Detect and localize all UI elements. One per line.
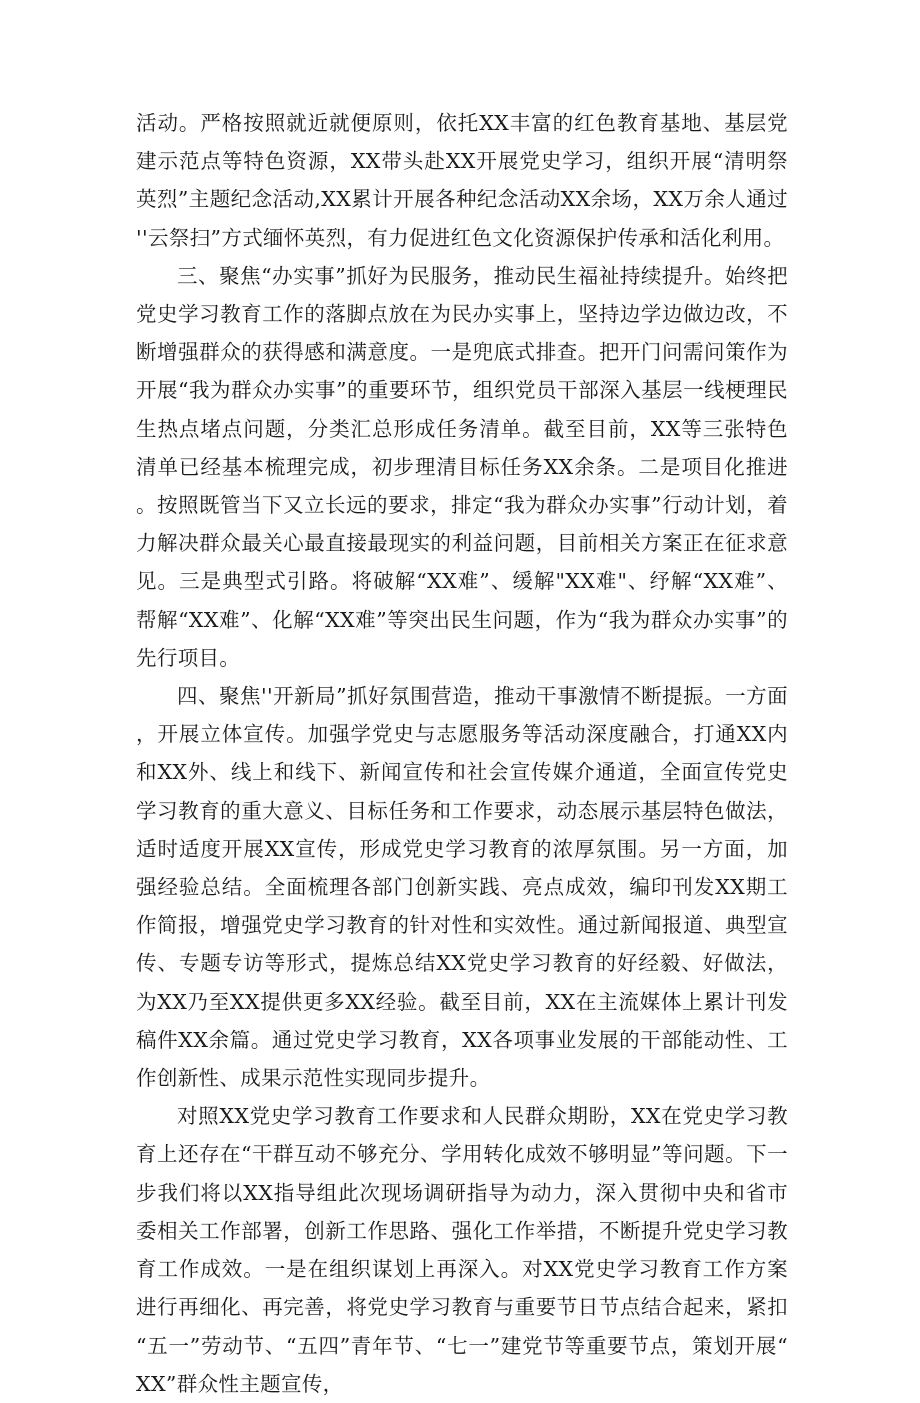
paragraph-red-education: 活动。严格按照就近就便原则，依托XX丰富的红色教育基地、基层党建示范点等特色资源，XX带头赴XX开展党史学习，组织开展“清明祭英烈”主题纪念活动,XX累计开展各种纪念活动XX余场，XX万余人通过''云祭扫”方式缅怀英烈，有力促进红色文化资源保护传承和活化利用。 xyxy=(136,111,788,250)
paragraph-section-four: 四、聚焦''开新局”抓好氛围营造，推动干事激情不断提振。一方面，开展立体宣传。加强学党史与志愿服务等活动深度融合，打通XX内和XX外、线上和线下、新闻宣传和社会宣传媒介通道，全面宣传党史学习教育的重大意义、目标任务和工作要求，动态展示基层特色做法，适时适度开展XX宣传，形成党史学习教育的浓厚氛围。另一方面，加强经验总结。全面梳理各部门创新实践、亮点成效，编印刊发XX期工作简报，增强党史学习教育的针对性和实效性。通过新闻报道、典型宣传、专题专访等形式，提炼总结XX党史学习教育的好经毅、好做法，为XX乃至XX提供更多XX经验。截至目前，XX在主流媒体上累计刊发稿件XX余篇。通过党史学习教育，XX各项事业发展的干部能动性、工作创新性、成果示范性实现同步提升。 xyxy=(136,684,788,1091)
paragraph-section-three: 三、聚焦“办实事”抓好为民服务，推动民生福祉持续提升。始终把党史学习教育工作的落脚点放在为民办实事上，坚持边学边做边改，不断增强群众的获得感和满意度。一是兜底式排查。把开门问需问策作为开展“我为群众办实事”的重要环节，组织党员干部深入基层一线梗理民生热点堵点问题，分类汇总形成任务清单。截至目前，XX等三张特色清单已经基本梳理完成，初步理清目标任务XX余条。二是项目化推进。按照既管当下又立长远的要求，排定“我为群众办实事”行动计划，着力解决群众最关心最直接最现实的利益问题，目前相关方案正在征求意见。三是典型式引路。将破解“XX难”、缓解"XX难"、纾解“XX难”、帮解“XX难”、化解“XX难”等突出民生问题，作为“我为群众办实事”的先行项目。 xyxy=(136,263,788,670)
paragraph-next-steps: 对照XX党史学习教育工作要求和人民群众期盼，XX在党史学习教育上还存在“干群互动不够充分、学用转化成效不够明显”等问题。下一步我们将以XX指导组此次现场调研指导为动力，深入贯彻中央和省市委相关工作部署，创新工作思路、强化工作举措，不断提升党史学习教育工作成效。一是在组织谋划上再深入。对XX党史学习教育工作方案进行再细化、再完善，将党史学习教育与重要节日节点结合起来，紧扣“五一”劳动节、“五四”青年节、“七一”建党节等重要节点，策划开展“XX”群众性主题宣传， xyxy=(136,1104,788,1396)
document-body xyxy=(136,104,788,1403)
